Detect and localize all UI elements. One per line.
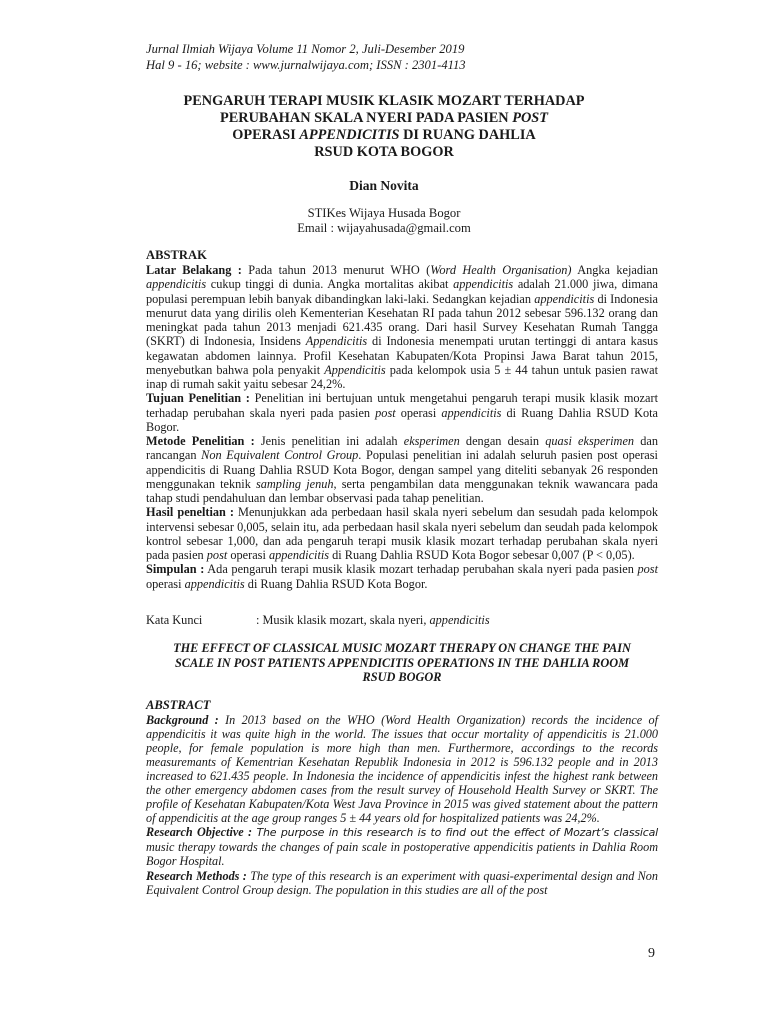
latar-belakang-paragraph [146, 263, 658, 391]
text: Angka kejadian [571, 263, 659, 277]
italic-text: Appendicitis [324, 362, 386, 377]
keywords-label: Kata Kunci [146, 613, 203, 627]
hasil-penelitian-paragraph [146, 505, 658, 562]
journal-header-line-2: Hal 9 - 16; website : www.jurnalwijaya.com; ISSN : 2301-4113 [146, 58, 466, 72]
text: operasi [227, 548, 269, 562]
text: The purpose in this research is to find out the effect of Mozart’s classical [252, 826, 658, 840]
text: Menunjukkan ada perbedaan hasil skala nyeri sebelum dan sesudah pada kelompok intervensi sebesar 0,005, selain itu, ada perbedaan hasil skala nyeri sebelum dan seudah pada kelompok kontrol sebesar 1,000, dan ada pengaruh terapi musik klasik mozart terhadap perubahan skala nyeri pada pasien [146, 505, 658, 562]
italic-text: post [375, 405, 396, 420]
section-label: Latar Belakang : [146, 263, 242, 277]
section-label: Background : [146, 713, 219, 727]
italic-text: appendicitis [146, 277, 207, 292]
english-title [146, 641, 658, 685]
english-title-line-2: SCALE IN POST PATIENTS APPENDICITIS OPERATIONS IN THE DAHLIA ROOM [174, 655, 630, 670]
italic-text: appendicitis [453, 277, 514, 292]
abstract-body [146, 713, 658, 897]
italic-text: post [206, 548, 228, 562]
text: dan rancangan [146, 434, 658, 463]
section-label: Metode Penelitian : [146, 434, 255, 448]
title-line-4: RSUD KOTA BOGOR [314, 144, 454, 160]
research-methods-paragraph [146, 869, 658, 897]
research-objective-paragraph [146, 825, 658, 868]
title-text: DI RUANG DAHLIA [399, 127, 536, 143]
affiliation [0, 206, 768, 235]
section-label: Simpulan : [146, 562, 205, 577]
english-title-line-1: THE EFFECT OF CLASSICAL MUSIC MOZART THERAPY ON CHANGE THE PAIN [173, 641, 631, 655]
abstrak-heading: ABSTRAK [146, 248, 207, 262]
background-paragraph [146, 713, 658, 825]
journal-header-line-1: Jurnal Ilmiah Wijaya Volume 11 Nomor 2, Juli-Desember 2019 [146, 42, 465, 56]
italic-text: appendicitis [441, 405, 502, 420]
text: Pada tahun 2013 menurut WHO ( [241, 263, 431, 277]
title-line-1: PENGARUH TERAPI MUSIK KLASIK MOZART TERHADAP [183, 93, 585, 109]
text: pada kelompok usia 5 ± 44 tahun untuk pasien rawat inap di rumah sakit yaitu sebesar 24,2%. [146, 362, 658, 391]
metode-penelitian-paragraph [146, 434, 658, 505]
text: di Ruang Dahlia RSUD Kota Bogor. [146, 405, 658, 434]
italic-text: appendicitis [184, 576, 245, 591]
author-email: Email : wijayahusada@gmail.com [297, 220, 471, 235]
abstrak-body [146, 263, 658, 591]
title-line-3 [100, 127, 668, 144]
italic-text: eksperimen [403, 434, 460, 448]
english-title-line-3: RSUD BOGOR [362, 670, 442, 684]
institution: STIKes Wijaya Husada Bogor [307, 206, 461, 220]
article-title [100, 93, 668, 161]
section-label: Research Methods : [146, 868, 247, 883]
journal-header [146, 41, 466, 73]
keywords [146, 613, 658, 628]
text: di Indonesia menempati urutan tertinggi di antara kasus kegawatan abdomen lainnya. Profil Kesehatan Kabupaten/Kota Propinsi Jawa Barat tahun 2015, menyebutkan bahwa pola penyakit [146, 334, 658, 377]
section-label: Tujuan Penelitian : [146, 391, 250, 406]
text: Penelitian ini bertujuan untuk mengetahui pengaruh terapi musik klasik mozart terhadap perubahan skala nyeri pada pasien [146, 391, 658, 420]
text: In 2013 based on the WHO (Word Health Organization) records the incidence of appendicitis it was quite high in the world. The issues that occur mortality of appendicitis is 21.000 people, for female population is more high than men. Furthermore, accordings to the records measuremants of Kementrian Kesehatan Republik Indonesia in 2012 is 596.132 people and in 2013 increased to 621.435 people. In Indonesia the incidence of appendicitis infest the highest rank between the other emergency abdomen cases from the result survey of Household Health Survey or SKRT. The profile of Kesehatan Kabupaten/Kota West Java Province in 2015 was gived statement about the pattern of appendicitis at the age group ranges 5 ± 44 years old for hospitalized patients was 24,2%. [146, 713, 658, 826]
italic-text: Appendicitis [305, 334, 368, 349]
text: di Ruang Dahlia RSUD Kota Bogor sebesar 0,007 (P < 0,05). [329, 548, 635, 562]
italic-text: appendicitis [534, 291, 595, 306]
section-label: Hasil peneltian : [146, 505, 234, 520]
title-italic-text: APPENDICITIS [299, 127, 400, 143]
italic-text: sampling jenuh [255, 476, 334, 491]
italic-text: Word Health Organisation) [430, 263, 572, 277]
text: dengan desain [459, 434, 546, 448]
title-text: PERUBAHAN SKALA NYERI PADA PASIEN [220, 110, 513, 126]
text: operasi [395, 405, 442, 420]
title-line-2 [100, 110, 668, 127]
keywords-value: : Musik klasik mozart, skala nyeri, [256, 613, 430, 627]
author-name: Dian Novita [349, 178, 419, 193]
text: cukup tinggi di dunia. Angka mortalitas akibat [206, 277, 454, 292]
text: operasi [146, 576, 185, 591]
text: The type of this research is an experiment with quasi-experimental design and Non Equivalent Control Group design. The population in this studies are all of the post [146, 868, 658, 897]
text: Jenis penelitian ini adalah [254, 434, 404, 448]
italic-text: quasi eksperimen [545, 434, 635, 448]
tujuan-penelitian-paragraph [146, 391, 658, 434]
text: music therapy towards the changes of pain scale in postoperative appendicitis patients in Dahlia Room Bogor Hospital. [146, 840, 658, 869]
section-label: Research Objective : [146, 825, 252, 840]
text: di Ruang Dahlia RSUD Kota Bogor. [244, 576, 428, 591]
text: di Indonesia menurut data yang dirilis oleh Kementerian Kesehatan RI pada tahun 2012 sebesar 596.132 orang dan meningkat pada tahun 2013 menjadi 621.435 orang. Dari hasil Survey Kesehatan Rumah Tangga (SKRT) di Indonesia, Insidens [146, 291, 658, 349]
text: . Populasi penelitian ini adalah seluruh pasien post operasi appendicitis di Ruang Dahlia RSUD Kota Bogor, dengan sampel yang diteliti sebanyak 26 responden menggunakan teknik [146, 448, 658, 491]
text: Ada pengaruh terapi musik klasik mozart terhadap perubahan skala nyeri pada pasien [204, 562, 638, 577]
abstract-heading: ABSTRACT [146, 698, 211, 712]
italic-text: post [637, 562, 658, 577]
keywords-value-italic: appendicitis [429, 613, 490, 627]
italic-text: appendicitis [268, 548, 330, 562]
text: , serta pengambilan data menggunakan teknik wawancara pada tahap studi pendahuluan dan lembar observasi pada tahap penelitian. [146, 476, 658, 505]
italic-text: Non Equivalent Control Group [201, 448, 359, 463]
title-italic-text: POST [512, 110, 548, 126]
text: adalah 21.000 jiwa, dimana populasi perempuan lebih banyak dibandingkan laki-laki. Sedangkan kejadian [146, 277, 658, 306]
page-number: 9 [648, 946, 655, 961]
title-text: OPERASI [232, 127, 300, 143]
simpulan-paragraph [146, 562, 658, 591]
